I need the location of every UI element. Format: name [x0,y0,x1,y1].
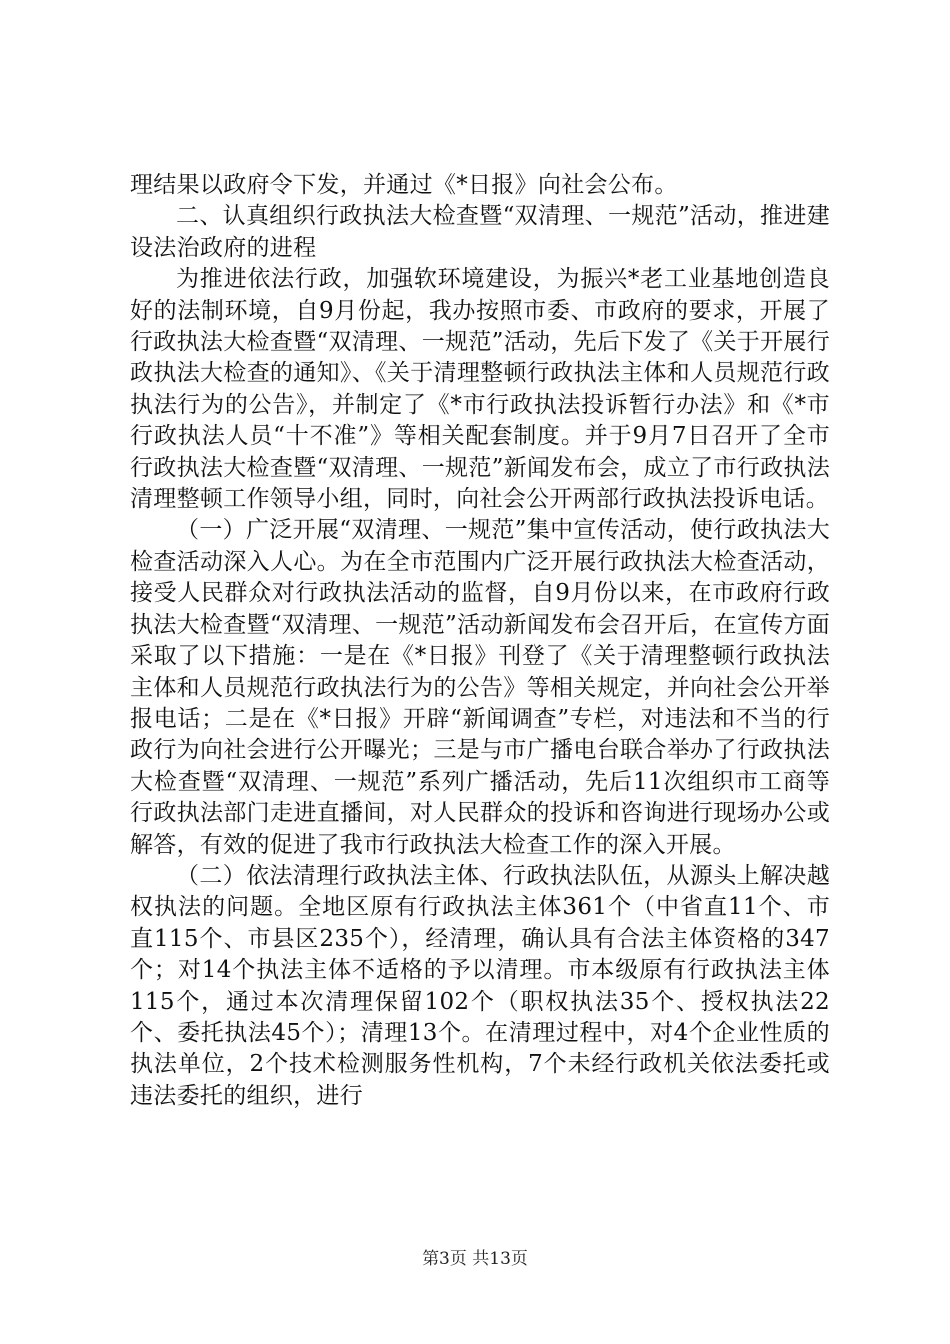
paragraph-continuation: 理结果以政府令下发，并通过《*日报》向社会公布。 [130,172,678,198]
paragraph: 为推进依法行政，加强软环境建设，为振兴*老工业基地创造良好的法制环境，自9月份起，我办按照市委、市政府的要求，开展了行政执法大检查暨“双清理、一规范”活动，先后下发了《关于开展行政执法大检查的通知》、《关于清理整顿行政执法主体和人员规范行政执法行为的公告》，并制定了《*市行政执法投诉暂行办法》和《*市行政执法人员“十不准”》等相关配套制度。并于9月7日召开了全市行政执法大检查暨“双清理、一规范”新闻发布会，成立了市行政执法清理整顿工作领导小组，同时，向社会公开两部行政执法投诉电话。 [130,266,830,513]
section-heading: 二、认真组织行政执法大检查暨“双清理、一规范”活动，推进建设法治政府的进程 [130,203,830,261]
document-body [130,170,830,1112]
page-footer: 第3页 共13页 [422,1249,528,1269]
paragraph: （一）广泛开展“双清理、一规范”集中宣传活动，使行政执法大检查活动深入人心。为在全市范围内广泛开展行政执法大检查活动，接受人民群众对行政执法活动的监督，自9月份以来，在市政府行政执法大检查暨“双清理、一规范”活动新闻发布会召开后，在宣传方面采取了以下措施：一是在《*日报》刊登了《关于清理整顿行政执法主体和人员规范行政执法行为的公告》等相关规定，并向社会公开举报电话；二是在《*日报》开辟“新闻调查”专栏，对违法和不当的行政行为向社会进行公开曝光；三是与市广播电台联合举办了行政执法大检查暨“双清理、一规范”系列广播活动，先后11次组织市工商等行政执法部门走进直播间，对人民群众的投诉和咨询进行现场办公或解答，有效的促进了我市行政执法大检查工作的深入开展。 [130,517,830,858]
paragraph: （二）依法清理行政执法主体、行政执法队伍，从源头上解决越权执法的问题。全地区原有行政执法主体361个（中省直11个、市直115个、市县区235个），经清理，确认具有合法主体资格的347个；对14个执法主体不适格的予以清理。市本级原有行政执法主体115个，通过本次清理保留102个（职权执法35个、授权执法22个、委托执法45个）；清理13个。在清理过程中，对4个企业性质的执法单位，2个技术检测服务性机构，7个未经行政机关依法委托或违法委托的组织，进行 [130,862,830,1109]
